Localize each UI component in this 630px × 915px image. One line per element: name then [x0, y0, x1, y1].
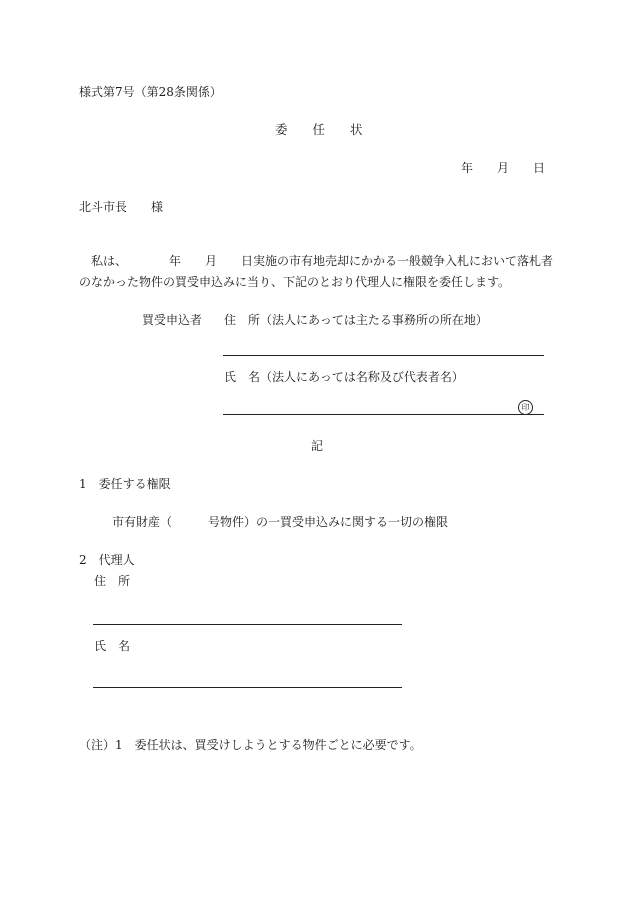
agent-name-label: 氏 名 — [94, 639, 131, 653]
section2-heading: 2 代理人 — [79, 553, 135, 567]
applicant-address-line[interactable] — [223, 355, 544, 356]
applicant-address-label: 住 所（法人にあっては主たる事務所の所在地） — [224, 313, 488, 327]
agent-name-line[interactable] — [93, 687, 402, 688]
applicant-label: 買受申込者 — [142, 313, 203, 327]
document-title: 委 任 状 — [275, 122, 363, 137]
section1-text: 市有財産（ 号物件）の一買受申込みに関する一切の権限 — [112, 515, 449, 529]
body-line-1: 私は、 年 月 日実施の市有地売却にかかる一般競争入札において落札者 — [91, 254, 554, 268]
seal-icon: 印 — [518, 400, 533, 415]
date-line: 年 月 日 — [461, 161, 546, 175]
section1-heading: 1 委任する権限 — [79, 477, 171, 491]
ki-heading: 記 — [311, 439, 324, 453]
agent-address-label: 住 所 — [94, 574, 131, 588]
form-number: 様式第7号（第28条関係） — [79, 85, 222, 99]
addressee: 北斗市長 様 — [79, 200, 164, 214]
applicant-name-label: 氏 名（法人にあっては名称及び代表者名） — [224, 370, 464, 384]
body-line-2: のなかった物件の買受申込みに当り、下記のとおり代理人に権限を委任します。 — [79, 275, 511, 289]
agent-address-line[interactable] — [93, 624, 402, 625]
applicant-name-line[interactable] — [223, 414, 544, 415]
note: （注）1 委任状は、買受けしようとする物件ごとに必要です。 — [79, 738, 422, 752]
